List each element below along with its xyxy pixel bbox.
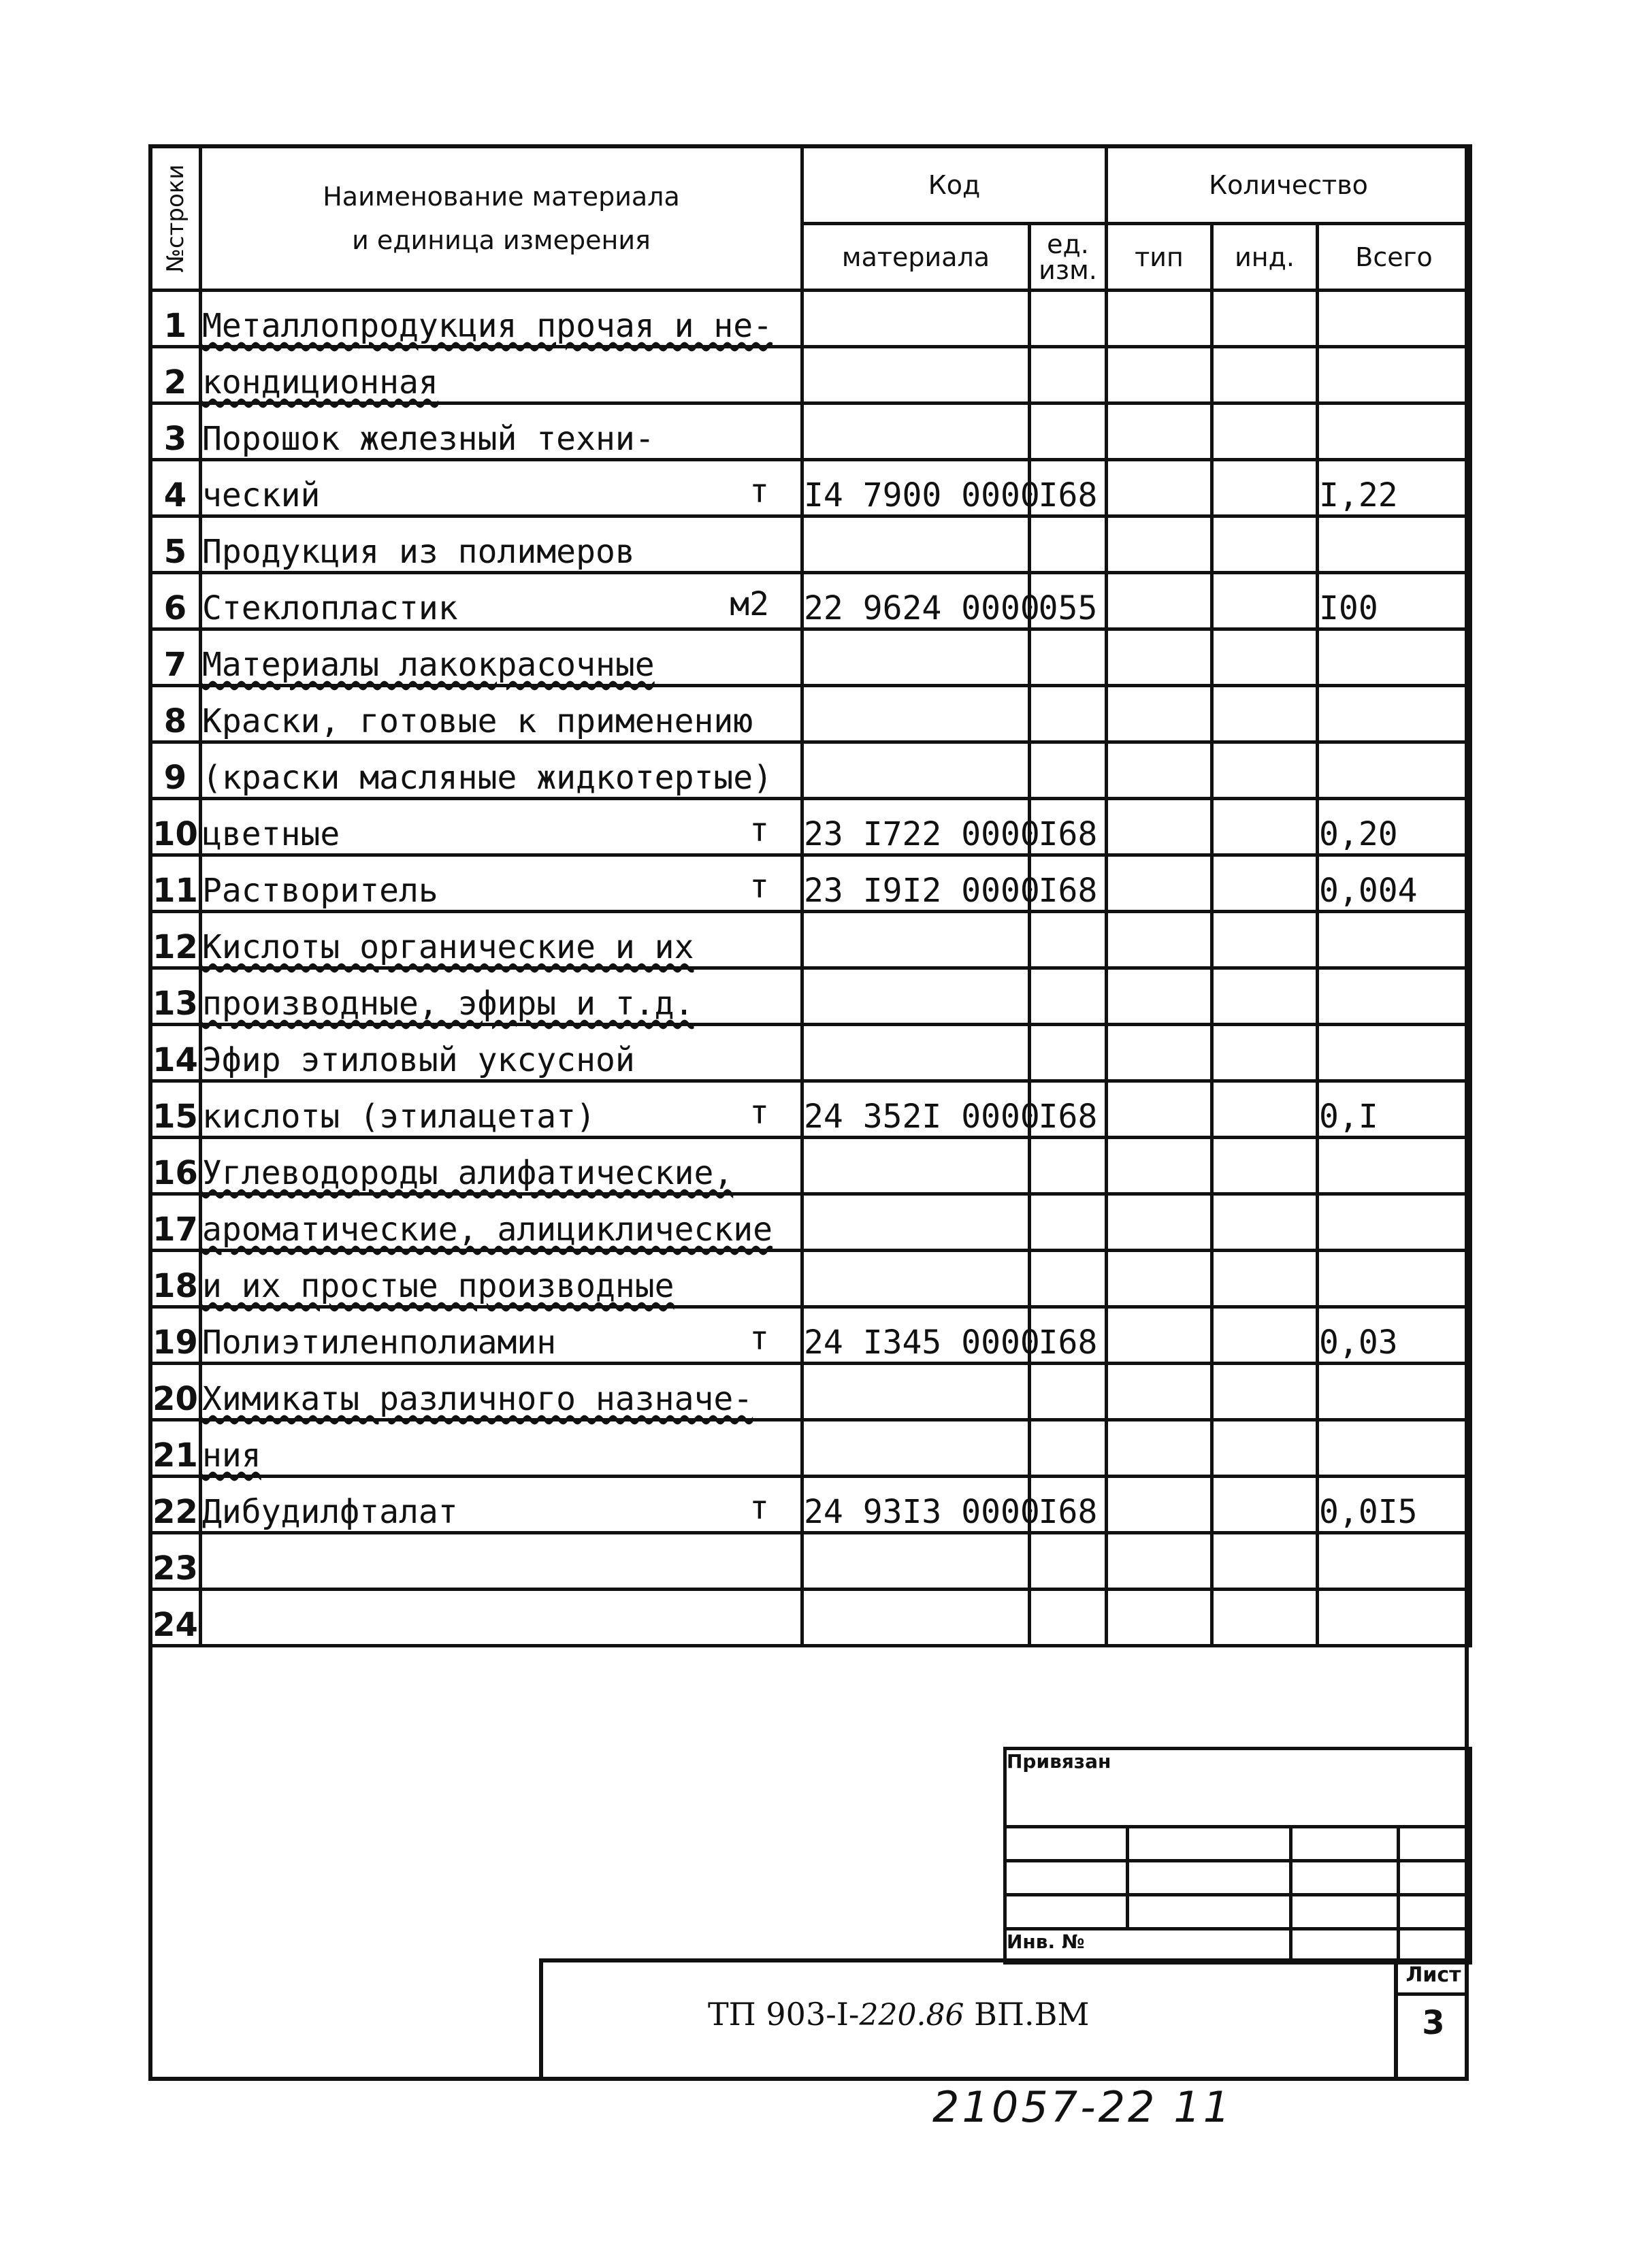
- qty-ind: [1212, 1194, 1318, 1251]
- unit-code: [1030, 742, 1107, 799]
- qty-total: [1318, 1251, 1471, 1307]
- material-name: кондиционная: [201, 347, 802, 404]
- stamp-cell: [1399, 1929, 1471, 1963]
- material-name: и их простые производные: [201, 1251, 802, 1307]
- qty-ind: [1212, 968, 1318, 1025]
- qty-type: [1107, 1533, 1212, 1590]
- stamp-cell: [1128, 1861, 1291, 1895]
- stamp-cell: [1291, 1929, 1399, 1963]
- table-row: [150, 516, 1471, 573]
- material-name: Порошок железный техни-: [201, 404, 802, 460]
- material-name: ния: [201, 1420, 802, 1477]
- qty-total: [1318, 968, 1471, 1025]
- material-code: [802, 291, 1030, 347]
- row-number: 24: [150, 1590, 201, 1646]
- inventory-number-label: Инв. №: [1005, 1929, 1291, 1963]
- material-name: Химикаты различного назначе-: [201, 1364, 802, 1420]
- row-number: 2: [150, 347, 201, 404]
- material-name: кислоты (этилацетат) т: [201, 1081, 802, 1138]
- unit-code: [1030, 629, 1107, 686]
- row-number: 17: [150, 1194, 201, 1251]
- unit-code: [1030, 1138, 1107, 1194]
- table-row: [150, 1251, 1471, 1307]
- handwritten-footer-note: 21057-22 11: [932, 2082, 1233, 2132]
- qty-type: [1107, 742, 1212, 799]
- qty-ind: [1212, 1138, 1318, 1194]
- qty-type: [1107, 1590, 1212, 1646]
- sheet-label: Лист: [1398, 1958, 1469, 1996]
- qty-total: [1318, 742, 1471, 799]
- unit-code: [1030, 291, 1107, 347]
- material-name: (краски масляные жидкотертые): [201, 742, 802, 799]
- material-code: 24 I345 0000: [802, 1307, 1030, 1364]
- material-name: Растворитель т: [201, 855, 802, 912]
- qty-total: 0,004: [1318, 855, 1471, 912]
- qty-type: [1107, 1364, 1212, 1420]
- qty-type: [1107, 912, 1212, 968]
- row-number: 13: [150, 968, 201, 1025]
- qty-ind: [1212, 1477, 1318, 1533]
- qty-type: [1107, 460, 1212, 516]
- qty-total: 0,I: [1318, 1081, 1471, 1138]
- attached-label: Привязан: [1005, 1749, 1471, 1827]
- qty-type: [1107, 1307, 1212, 1364]
- unit-code: I68: [1030, 460, 1107, 516]
- binding-stamp: [1003, 1747, 1472, 1965]
- qty-ind: [1212, 573, 1318, 629]
- material-code: [802, 1533, 1030, 1590]
- material-code: [802, 1025, 1030, 1081]
- table-row: [150, 799, 1471, 855]
- material-name: Дибудилфталат т: [201, 1477, 802, 1533]
- row-number: 19: [150, 1307, 201, 1364]
- row-number: 5: [150, 516, 201, 573]
- qty-type: [1107, 291, 1212, 347]
- unit-code: I68: [1030, 1307, 1107, 1364]
- qty-total: [1318, 1533, 1471, 1590]
- qty-total: [1318, 629, 1471, 686]
- row-number: 7: [150, 629, 201, 686]
- unit-code: [1030, 912, 1107, 968]
- qty-total: [1318, 686, 1471, 742]
- material-name: Кислоты органические и их: [201, 912, 802, 968]
- unit-of-measure: т: [749, 868, 769, 906]
- table-row: [150, 347, 1471, 404]
- code-unit-header: ед. изм.: [1030, 224, 1107, 291]
- quantity-header: Количество: [1107, 146, 1471, 224]
- document-code: ТП 903-I-220.86 ВП.ВМ: [708, 1996, 1090, 2033]
- qty-ind: [1212, 516, 1318, 573]
- unit-of-measure: м2: [730, 585, 769, 623]
- qty-total: [1318, 516, 1471, 573]
- table-row: [150, 912, 1471, 968]
- qty-total: [1318, 1420, 1471, 1477]
- material-name: ароматические, алициклические: [201, 1194, 802, 1251]
- material-code: 24 352I 0000: [802, 1081, 1030, 1138]
- unit-code: I68: [1030, 855, 1107, 912]
- material-code: [802, 1590, 1030, 1646]
- row-number: 22: [150, 1477, 201, 1533]
- table-row: [150, 1590, 1471, 1646]
- qty-ind: [1212, 1590, 1318, 1646]
- unit-code: [1030, 1590, 1107, 1646]
- qty-type: [1107, 1251, 1212, 1307]
- row-number: 9: [150, 742, 201, 799]
- material-code: [802, 686, 1030, 742]
- qty-ind: [1212, 1025, 1318, 1081]
- row-number-header: №строки: [150, 146, 201, 291]
- material-code: 24 93I3 0000: [802, 1477, 1030, 1533]
- material-name: цветные т: [201, 799, 802, 855]
- sheet-number: 3: [1422, 2004, 1445, 2042]
- row-number: 10: [150, 799, 201, 855]
- unit-of-measure: т: [749, 1094, 769, 1132]
- qty-total-header: Всего: [1318, 224, 1471, 291]
- table-row: [150, 1477, 1471, 1533]
- qty-total: [1318, 1364, 1471, 1420]
- qty-ind: [1212, 404, 1318, 460]
- qty-type: [1107, 1194, 1212, 1251]
- qty-ind: [1212, 460, 1318, 516]
- qty-ind: [1212, 1081, 1318, 1138]
- stamp-cell: [1005, 1861, 1128, 1895]
- qty-type: [1107, 686, 1212, 742]
- material-name: Краски, готовые к применению: [201, 686, 802, 742]
- material-code: 23 I722 0000: [802, 799, 1030, 855]
- qty-total: [1318, 1194, 1471, 1251]
- row-number: 16: [150, 1138, 201, 1194]
- table-row: [150, 742, 1471, 799]
- qty-ind: [1212, 912, 1318, 968]
- qty-ind: [1212, 347, 1318, 404]
- unit-code: [1030, 1533, 1107, 1590]
- unit-of-measure: т: [749, 811, 769, 849]
- stamp-cell: [1399, 1861, 1471, 1895]
- unit-of-measure: т: [749, 472, 769, 510]
- unit-code: [1030, 1364, 1107, 1420]
- row-number: 12: [150, 912, 201, 968]
- table-row: [150, 573, 1471, 629]
- qty-ind: [1212, 799, 1318, 855]
- table-row: [150, 855, 1471, 912]
- unit-code: [1030, 516, 1107, 573]
- unit-code: [1030, 968, 1107, 1025]
- row-number: 21: [150, 1420, 201, 1477]
- qty-type: [1107, 404, 1212, 460]
- row-number: 1: [150, 291, 201, 347]
- qty-total: [1318, 347, 1471, 404]
- table-row: [150, 1194, 1471, 1251]
- row-number: 14: [150, 1025, 201, 1081]
- qty-ind: [1212, 1307, 1318, 1364]
- qty-total: [1318, 1025, 1471, 1081]
- table-row: [150, 629, 1471, 686]
- qty-ind-header: инд.: [1212, 224, 1318, 291]
- table-row: [150, 968, 1471, 1025]
- stamp-cell: [1005, 1895, 1128, 1929]
- row-number: 11: [150, 855, 201, 912]
- material-code: [802, 404, 1030, 460]
- table-row: [150, 1364, 1471, 1420]
- material-name: Материалы лакокрасочные: [201, 629, 802, 686]
- stamp-cell: [1399, 1827, 1471, 1861]
- material-code: [802, 629, 1030, 686]
- row-number: 3: [150, 404, 201, 460]
- document-code-handwritten: 220.86: [859, 1998, 964, 2033]
- row-number: 8: [150, 686, 201, 742]
- unit-code: I68: [1030, 1477, 1107, 1533]
- qty-type: [1107, 1477, 1212, 1533]
- qty-ind: [1212, 1364, 1318, 1420]
- unit-code: [1030, 1194, 1107, 1251]
- material-name: Углеводороды алифатические,: [201, 1138, 802, 1194]
- material-code: 22 9624 0000: [802, 573, 1030, 629]
- material-code: [802, 1138, 1030, 1194]
- material-name-header: Наименование материала и единица измерения: [201, 146, 802, 291]
- stamp-cell: [1128, 1827, 1291, 1861]
- stamp-cell: [1291, 1861, 1399, 1895]
- material-code: [802, 347, 1030, 404]
- material-code: [802, 742, 1030, 799]
- materials-table: [148, 144, 1472, 1647]
- qty-type: [1107, 347, 1212, 404]
- material-name: [201, 1533, 802, 1590]
- qty-type: [1107, 1081, 1212, 1138]
- unit-code: 055: [1030, 573, 1107, 629]
- qty-total: I00: [1318, 573, 1471, 629]
- row-number: 20: [150, 1364, 201, 1420]
- table-row: [150, 460, 1471, 516]
- qty-type: [1107, 573, 1212, 629]
- row-number: 15: [150, 1081, 201, 1138]
- qty-type: [1107, 1025, 1212, 1081]
- material-name: [201, 1590, 802, 1646]
- table-row: [150, 291, 1471, 347]
- stamp-cell: [1291, 1827, 1399, 1861]
- qty-total: [1318, 291, 1471, 347]
- stamp-cell: [1128, 1895, 1291, 1929]
- table-row: [150, 686, 1471, 742]
- qty-type: [1107, 629, 1212, 686]
- material-name: Металлопродукция прочая и не-: [201, 291, 802, 347]
- table-row: [150, 1533, 1471, 1590]
- material-code: 23 I9I2 0000: [802, 855, 1030, 912]
- material-name: производные, эфиры и т.д.: [201, 968, 802, 1025]
- table-row: [150, 404, 1471, 460]
- qty-type: [1107, 516, 1212, 573]
- unit-of-measure: т: [749, 1319, 769, 1358]
- unit-of-measure: т: [749, 1489, 769, 1527]
- material-name: Полиэтиленполиамин т: [201, 1307, 802, 1364]
- row-number: 6: [150, 573, 201, 629]
- qty-type: [1107, 855, 1212, 912]
- material-name: Продукция из полимеров: [201, 516, 802, 573]
- qty-total: I,22: [1318, 460, 1471, 516]
- table-row: [150, 1307, 1471, 1364]
- qty-ind: [1212, 291, 1318, 347]
- qty-total: 0,03: [1318, 1307, 1471, 1364]
- qty-ind: [1212, 1533, 1318, 1590]
- qty-ind: [1212, 629, 1318, 686]
- unit-code: [1030, 1420, 1107, 1477]
- qty-type: [1107, 1420, 1212, 1477]
- qty-ind: [1212, 742, 1318, 799]
- unit-code: [1030, 1025, 1107, 1081]
- material-code: [802, 1194, 1030, 1251]
- stamp-cell: [1291, 1895, 1399, 1929]
- unit-code: [1030, 404, 1107, 460]
- row-number: 4: [150, 460, 201, 516]
- table-row: [150, 1420, 1471, 1477]
- row-number: 18: [150, 1251, 201, 1307]
- qty-type: [1107, 799, 1212, 855]
- code-header: Код: [802, 146, 1107, 224]
- stamp-cell: [1005, 1827, 1128, 1861]
- material-name: Эфир этиловый уксусной: [201, 1025, 802, 1081]
- qty-total: 0,20: [1318, 799, 1471, 855]
- material-code: I4 7900 0000: [802, 460, 1030, 516]
- material-code: [802, 1251, 1030, 1307]
- qty-total: [1318, 1590, 1471, 1646]
- unit-code: I68: [1030, 1081, 1107, 1138]
- unit-code: I68: [1030, 799, 1107, 855]
- stamp-cell: [1399, 1895, 1471, 1929]
- qty-total: [1318, 912, 1471, 968]
- qty-ind: [1212, 855, 1318, 912]
- unit-code: [1030, 686, 1107, 742]
- row-number: 23: [150, 1533, 201, 1590]
- table-row: [150, 1025, 1471, 1081]
- material-name: ческий т: [201, 460, 802, 516]
- material-code: [802, 1364, 1030, 1420]
- material-code: [802, 1420, 1030, 1477]
- material-code: [802, 912, 1030, 968]
- qty-ind: [1212, 1420, 1318, 1477]
- sheet-box: [1394, 1958, 1469, 2081]
- qty-type: [1107, 968, 1212, 1025]
- unit-code: [1030, 1251, 1107, 1307]
- qty-type: [1107, 1138, 1212, 1194]
- table-row: [150, 1081, 1471, 1138]
- qty-ind: [1212, 686, 1318, 742]
- material-code: [802, 968, 1030, 1025]
- qty-total: [1318, 404, 1471, 460]
- table-row: [150, 1138, 1471, 1194]
- material-name: Стеклопластик м2: [201, 573, 802, 629]
- qty-ind: [1212, 1251, 1318, 1307]
- code-material-header: материала: [802, 224, 1030, 291]
- qty-total: 0,0I5: [1318, 1477, 1471, 1533]
- qty-type-header: тип: [1107, 224, 1212, 291]
- material-code: [802, 516, 1030, 573]
- unit-code: [1030, 347, 1107, 404]
- qty-total: [1318, 1138, 1471, 1194]
